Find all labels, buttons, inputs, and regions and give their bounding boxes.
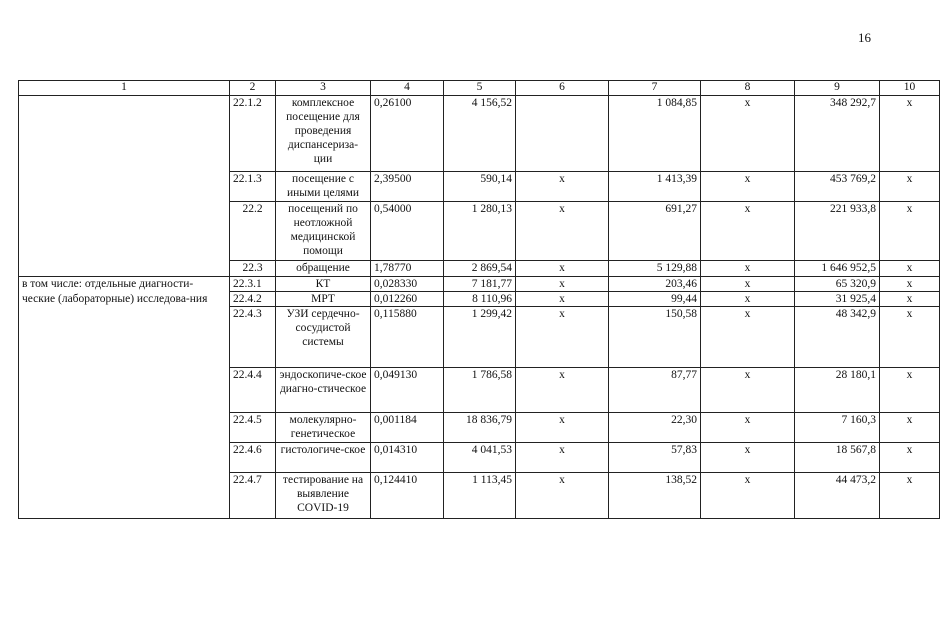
row-name: тестирование на выявление COVID-19 (276, 473, 371, 519)
row-value-9: 48 342,9 (795, 307, 880, 368)
row-value-4: 0,54000 (371, 202, 444, 261)
row-code: 22.1.3 (230, 172, 276, 202)
row-value-4: 0,012260 (371, 292, 444, 307)
row-value-8: х (701, 202, 795, 261)
row-value-5: 590,14 (444, 172, 516, 202)
section-label: в том числе: отдельные диагности-ческие (лабораторные) исследова-ния (19, 277, 230, 519)
row-value-9: 28 180,1 (795, 368, 880, 413)
col-header: 4 (371, 81, 444, 96)
tariff-table (18, 80, 940, 519)
row-value-4: 0,26100 (371, 96, 444, 172)
row-value-5: 18 836,79 (444, 413, 516, 443)
col-header: 7 (609, 81, 701, 96)
table-row (19, 96, 940, 172)
row-value-4: 0,115880 (371, 307, 444, 368)
row-name: обращение (276, 261, 371, 277)
row-value-8: х (701, 172, 795, 202)
row-value-7: 150,58 (609, 307, 701, 368)
row-value-9: 65 320,9 (795, 277, 880, 292)
col-header: 8 (701, 81, 795, 96)
section-cell-empty (19, 96, 230, 277)
row-value-6: х (516, 413, 609, 443)
row-value-10: х (880, 202, 940, 261)
row-value-5: 7 181,77 (444, 277, 516, 292)
row-value-5: 1 299,42 (444, 307, 516, 368)
col-header: 9 (795, 81, 880, 96)
row-value-10: х (880, 172, 940, 202)
row-value-9: 18 567,8 (795, 443, 880, 473)
row-value-7: 87,77 (609, 368, 701, 413)
row-value-4: 1,78770 (371, 261, 444, 277)
row-value-4: 0,049130 (371, 368, 444, 413)
row-value-6: х (516, 277, 609, 292)
row-value-4: 0,014310 (371, 443, 444, 473)
row-value-6: х (516, 368, 609, 413)
col-header: 10 (880, 81, 940, 96)
row-code: 22.2 (230, 202, 276, 261)
row-name: гистологиче-ское (276, 443, 371, 473)
row-code: 22.1.2 (230, 96, 276, 172)
row-value-10: х (880, 277, 940, 292)
row-value-7: 99,44 (609, 292, 701, 307)
row-name: КТ (276, 277, 371, 292)
row-value-9: 44 473,2 (795, 473, 880, 519)
row-value-4: 0,028330 (371, 277, 444, 292)
row-value-6: х (516, 261, 609, 277)
col-header: 6 (516, 81, 609, 96)
row-value-10: х (880, 473, 940, 519)
row-value-10: х (880, 413, 940, 443)
row-value-10: х (880, 368, 940, 413)
row-value-6: х (516, 307, 609, 368)
row-name: эндоскопиче-ское диагно-стическое (276, 368, 371, 413)
col-header: 2 (230, 81, 276, 96)
row-value-7: 1 413,39 (609, 172, 701, 202)
row-code: 22.4.5 (230, 413, 276, 443)
row-code: 22.4.3 (230, 307, 276, 368)
row-value-10: х (880, 443, 940, 473)
row-value-10: х (880, 261, 940, 277)
row-value-4: 0,001184 (371, 413, 444, 443)
row-value-6: х (516, 172, 609, 202)
row-value-9: 348 292,7 (795, 96, 880, 172)
row-value-6: х (516, 473, 609, 519)
row-name: молекулярно-генетическое (276, 413, 371, 443)
row-value-5: 8 110,96 (444, 292, 516, 307)
row-value-9: 7 160,3 (795, 413, 880, 443)
row-value-7: 1 084,85 (609, 96, 701, 172)
row-value-6: х (516, 292, 609, 307)
row-value-5: 2 869,54 (444, 261, 516, 277)
row-value-10: х (880, 292, 940, 307)
row-name: УЗИ сердечно-сосудистой системы (276, 307, 371, 368)
row-value-7: 203,46 (609, 277, 701, 292)
page-number: 16 (858, 30, 871, 45)
row-code: 22.4.6 (230, 443, 276, 473)
col-header: 3 (276, 81, 371, 96)
row-name: комплексное посещение для проведения диспансериза-ции (276, 96, 371, 172)
row-code: 22.3 (230, 261, 276, 277)
header-row (19, 81, 940, 96)
row-code: 22.3.1 (230, 277, 276, 292)
row-value-5: 1 113,45 (444, 473, 516, 519)
row-value-9: 453 769,2 (795, 172, 880, 202)
row-value-9: 1 646 952,5 (795, 261, 880, 277)
row-value-5: 1 786,58 (444, 368, 516, 413)
row-value-6 (516, 96, 609, 172)
row-value-10: х (880, 96, 940, 172)
row-value-7: 138,52 (609, 473, 701, 519)
row-value-7: 57,83 (609, 443, 701, 473)
row-value-8: х (701, 473, 795, 519)
row-value-7: 5 129,88 (609, 261, 701, 277)
row-value-7: 22,30 (609, 413, 701, 443)
row-code: 22.4.7 (230, 473, 276, 519)
row-value-8: х (701, 292, 795, 307)
row-value-4: 0,124410 (371, 473, 444, 519)
row-value-8: х (701, 443, 795, 473)
row-value-6: х (516, 202, 609, 261)
row-value-5: 4 041,53 (444, 443, 516, 473)
row-name: посещений по неотложной медицинской помощи (276, 202, 371, 261)
row-value-9: 31 925,4 (795, 292, 880, 307)
row-value-6: х (516, 443, 609, 473)
row-code: 22.4.4 (230, 368, 276, 413)
row-value-5: 4 156,52 (444, 96, 516, 172)
row-value-4: 2,39500 (371, 172, 444, 202)
row-value-5: 1 280,13 (444, 202, 516, 261)
row-code: 22.4.2 (230, 292, 276, 307)
row-value-8: х (701, 277, 795, 292)
col-header: 5 (444, 81, 516, 96)
row-name: посещение с иными целями (276, 172, 371, 202)
row-value-8: х (701, 307, 795, 368)
row-value-8: х (701, 368, 795, 413)
row-value-9: 221 933,8 (795, 202, 880, 261)
row-value-8: х (701, 96, 795, 172)
row-value-10: х (880, 307, 940, 368)
table-row (19, 277, 940, 292)
col-header: 1 (19, 81, 230, 96)
row-value-8: х (701, 261, 795, 277)
row-value-8: х (701, 413, 795, 443)
row-value-7: 691,27 (609, 202, 701, 261)
row-name: МРТ (276, 292, 371, 307)
